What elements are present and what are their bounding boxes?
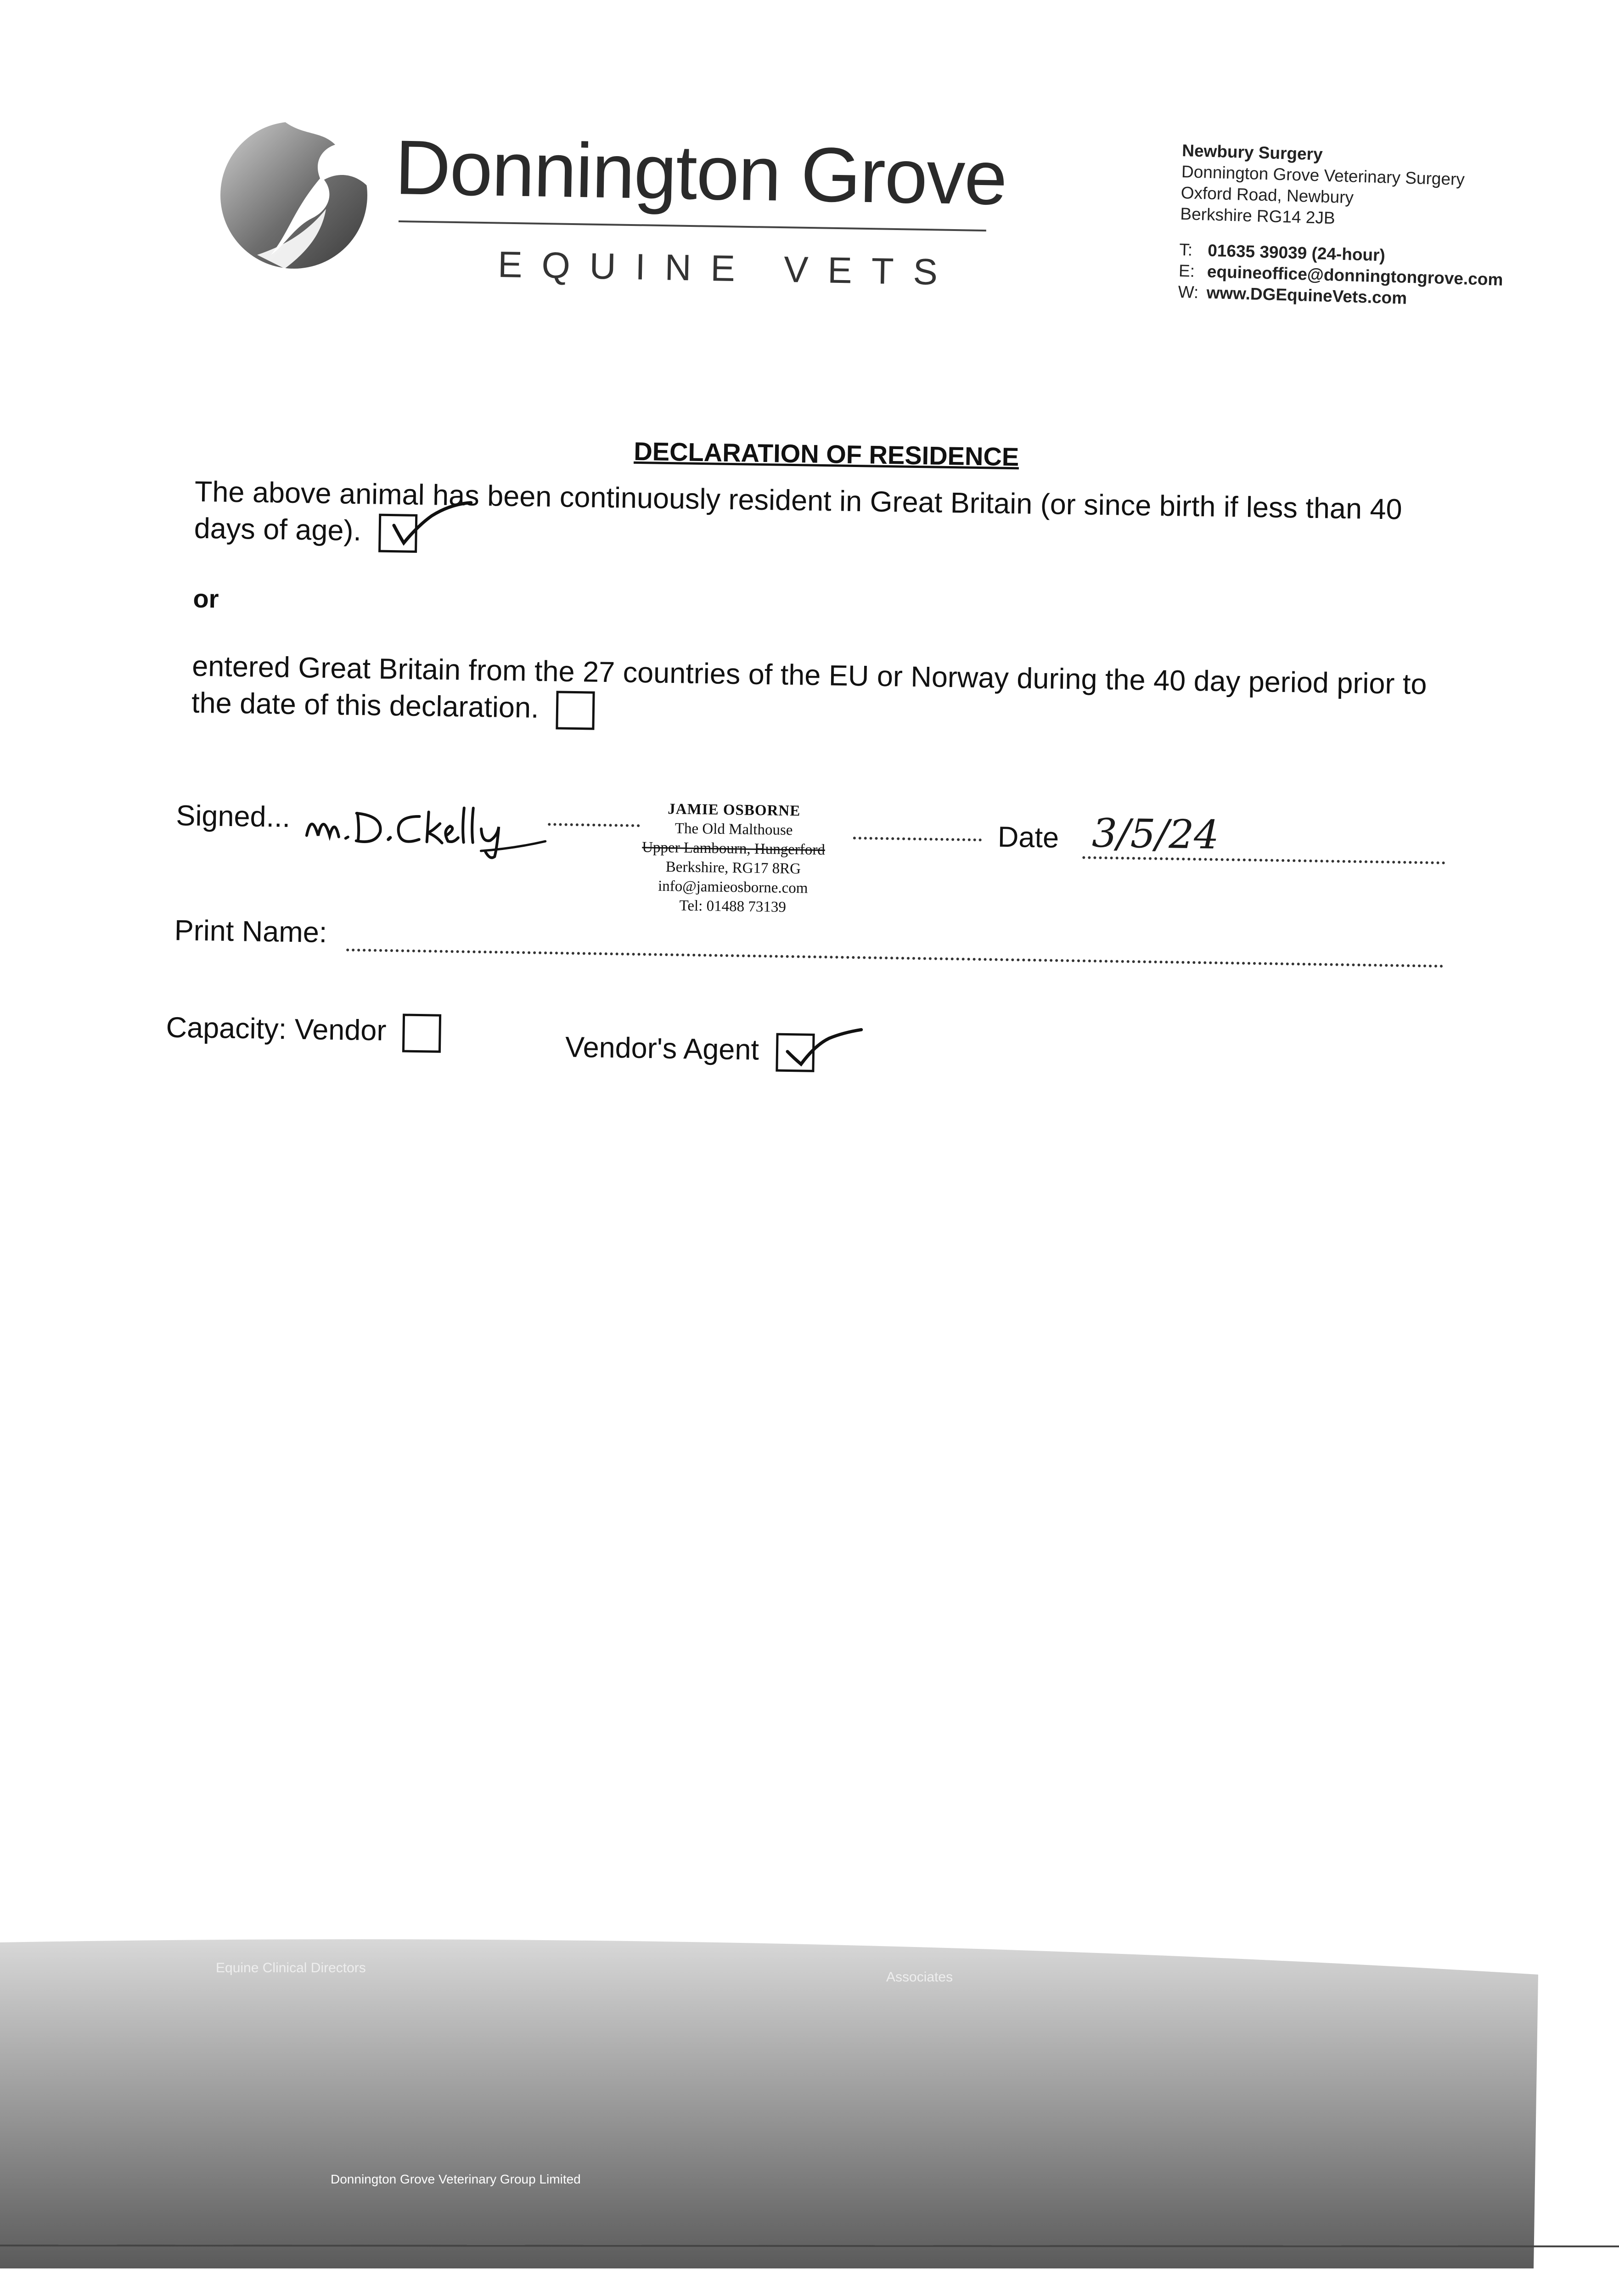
web-label: W: xyxy=(1178,282,1199,302)
paragraph-1-text: The above animal has been continuously resident in Great Britain (or since birth if less than 40 days of age). xyxy=(194,475,1403,547)
print-name-label: Print Name: xyxy=(174,914,327,949)
print-name-field[interactable] xyxy=(346,949,1444,968)
date-dotted-line xyxy=(1082,856,1445,864)
address-line: Oxford Road, Newbury xyxy=(1181,183,1354,207)
or-separator: or xyxy=(193,584,219,613)
stamp-line: info@jamieosborne.com xyxy=(658,878,808,897)
footer-band xyxy=(0,1919,1619,2296)
signature-image xyxy=(302,794,551,862)
footer-left-heading: Equine Clinical Directors xyxy=(216,1960,366,1975)
capacity-row xyxy=(166,1010,441,1053)
footer-right-heading: Associates xyxy=(886,1970,953,1985)
stamp-line: Upper Lambourn, Hungerford xyxy=(641,839,826,859)
signed-label: Signed... xyxy=(175,799,291,833)
checkmark-icon xyxy=(783,1013,871,1074)
stamp-line: The Old Malthouse xyxy=(675,820,793,839)
vendors-agent-row xyxy=(565,1030,815,1072)
phone-value: 01635 39039 (24-hour) xyxy=(1207,241,1386,265)
address-line: Donnington Grove Veterinary Surgery xyxy=(1181,162,1465,189)
date-label: Date xyxy=(997,821,1059,854)
checkmark-icon xyxy=(385,493,473,554)
vendors-agent-checkbox[interactable] xyxy=(776,1033,815,1072)
declaration-title: DECLARATION OF RESIDENCE xyxy=(633,436,1019,472)
date-value: 3/5/24 xyxy=(1091,810,1220,858)
signature-dotted-line xyxy=(853,837,982,841)
declaration-paragraph-1 xyxy=(194,473,1471,569)
brand-subtitle: EQUINE VETS xyxy=(497,243,957,293)
surgery-name: Newbury Surgery xyxy=(1181,141,1323,164)
stamp-name: JAMIE OSBORNE xyxy=(668,801,801,820)
email-value: equineoffice@donningtongrove.com xyxy=(1207,262,1503,289)
footer-company: Donnington Grove Veterinary Group Limited xyxy=(331,2172,581,2186)
vendor-checkbox[interactable] xyxy=(402,1014,441,1053)
address-line: Berkshire RG14 2JB xyxy=(1180,204,1336,228)
resident-checkbox[interactable] xyxy=(378,514,417,553)
phone-label: T: xyxy=(1179,240,1193,259)
vendors-agent-label: Vendor's Agent xyxy=(565,1031,759,1066)
capacity-label: Capacity: Vendor xyxy=(166,1011,387,1047)
brand-name: Donnington Grove xyxy=(394,124,1007,221)
stamp-line: Tel: 01488 73139 xyxy=(679,897,787,916)
declaration-paragraph-2 xyxy=(191,648,1468,743)
web-value: www.DGEquineVets.com xyxy=(1206,283,1407,308)
paragraph-2-text: entered Great Britain from the 27 countries of the EU or Norway during the 40 day period prior to the date of this declaration. xyxy=(191,650,1427,724)
signature-dotted-line xyxy=(548,823,640,827)
entered-gb-checkbox[interactable] xyxy=(556,691,595,730)
stamp-line: Berkshire, RG17 8RG xyxy=(665,858,801,878)
email-label: E: xyxy=(1178,261,1195,281)
address-stamp xyxy=(627,799,840,918)
